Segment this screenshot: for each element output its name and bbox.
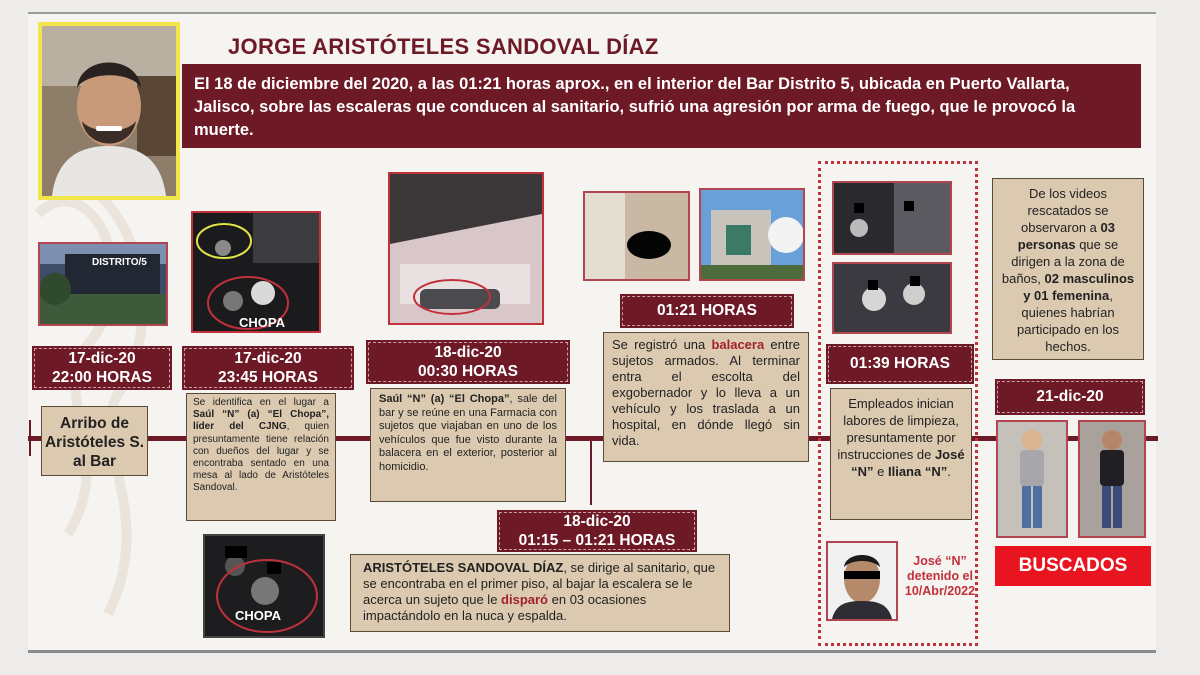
building-photo [699,188,805,281]
date-label: 18-dic-20 [434,344,502,361]
date-21dic: 21-dic-20 [995,379,1145,415]
event-shootout-box [603,332,809,462]
text-highlight: ARISTÓTELES SANDOVAL DÍAZ [363,560,564,575]
summary-banner: El 18 de diciembre del 2020, a las 01:21 horas aprox., en el interior del Bar Distrito 5, ubicada en Puerto Vallarta, Jalisco, sobre las escaleras que conducen al sanitario, sufrió una agresión por arma de fuego, que le provocó la muerte. [182,64,1141,148]
cctv-photo-cleanup-2 [832,262,952,334]
event-shooting-box [350,554,730,632]
suspect-photo-female [996,420,1068,538]
text-highlight-red: disparó [501,592,549,607]
date-label: 17-dic-20 [68,350,136,367]
text-part: De los videos rescatados se observaron a [1021,186,1109,235]
stairs-photo [583,191,690,281]
bottom-rule [28,650,1156,653]
event-videos-box [992,178,1144,360]
text-part: entre sujetos armados. Al terminar entra el escolta del exgobernador y lo lleva a un vehículo y los traslada a un hospital, en dónde llegó sin vida. [612,337,800,448]
detenido-label: José “N” detenido el 10/Abr/2022 [904,554,976,598]
buscados-label: BUSCADOS [995,546,1151,586]
timeline-tick-0115 [590,441,592,505]
event-chopa-identified-box [186,393,336,521]
time-label: 00:30 HORAS [418,363,518,380]
event-arrival-box: Arribo de Aristóteles S. al Bar [41,406,148,476]
text-highlight: Saúl “N” (a) “El Chopa”, líder del CJNG [193,409,329,433]
text-highlight: Saúl “N” (a) “El Chopa” [379,393,510,405]
cctv-photo-cleanup-1 [832,181,952,255]
mugshot-jose [826,541,898,621]
cctv-photo-chopa [191,211,321,333]
date-label: 18-dic-20 [563,513,631,530]
text-part: , quien presuntamente tiene relación con dueños del lugar y se encontraba sentado en una mesa al lado de Aristóteles Sandoval. [193,421,330,494]
suspect-photo-male [1078,420,1146,538]
time-label: 22:00 HORAS [52,369,152,386]
text-part: , quienes habrían participado en los hechos. [1017,288,1119,354]
date-17dic-2200 [32,346,172,390]
text-highlight: 02 masculinos y 01 femenina [1023,271,1135,303]
text-highlight-red: balacera [711,337,765,352]
event-chopa-pharmacy-box [370,388,566,502]
portrait-photo [38,22,180,200]
page-title: JORGE ARISTÓTELES SANDOVAL DÍAZ [228,34,659,59]
text-part: Se identifica en el lugar a [193,397,329,408]
text-highlight: 03 personas [1017,220,1115,252]
event-cleanup-box [830,388,972,520]
text-highlight: José “N” [851,447,965,479]
cctv-photo-chopa-table [203,534,325,638]
text-part: e [873,464,888,479]
text-part: , sale del bar y se reúne en una Farmacia con sujetos que viajaban en uno de los vehículos que fue visto durante la balacera en el exterior, posterior al homicidio. [379,393,557,473]
date-17dic-2345 [182,346,354,390]
chopa-label: CHOPA [239,315,285,330]
date-18dic-0115 [497,510,697,552]
timeline-start-tick [29,420,31,456]
text-part: que se dirigen a la zona de baños, [1001,237,1125,286]
time-0139: 01:39 HORAS [826,344,974,384]
text-part: Empleados inician labores de limpieza, presuntamente por instrucciones de [837,396,959,462]
chopa-label-2: CHOPA [235,608,281,623]
text-highlight: Iliana “N” [887,464,948,479]
text-part: en 03 ocasiones impactándolo en la nuca y espalda. [363,592,647,623]
date-18dic-0030 [366,340,570,384]
cctv-photo-vehicle [388,172,544,325]
time-label: 23:45 HORAS [218,369,318,386]
text-part: Se registró una [612,337,712,352]
text-part: , se dirige al sanitario, que se encontraba en el primer piso, al bajar la escalera se le acerca un sujeto que le [363,560,716,607]
time-0121: 01:21 HORAS [620,294,794,328]
bar-sign-text: DISTRITO/5 [92,257,147,268]
date-label: 17-dic-20 [234,350,302,367]
time-label: 01:15 – 01:21 HORAS [518,532,676,549]
text-part: . [947,464,951,479]
bar-exterior-photo [38,242,168,326]
